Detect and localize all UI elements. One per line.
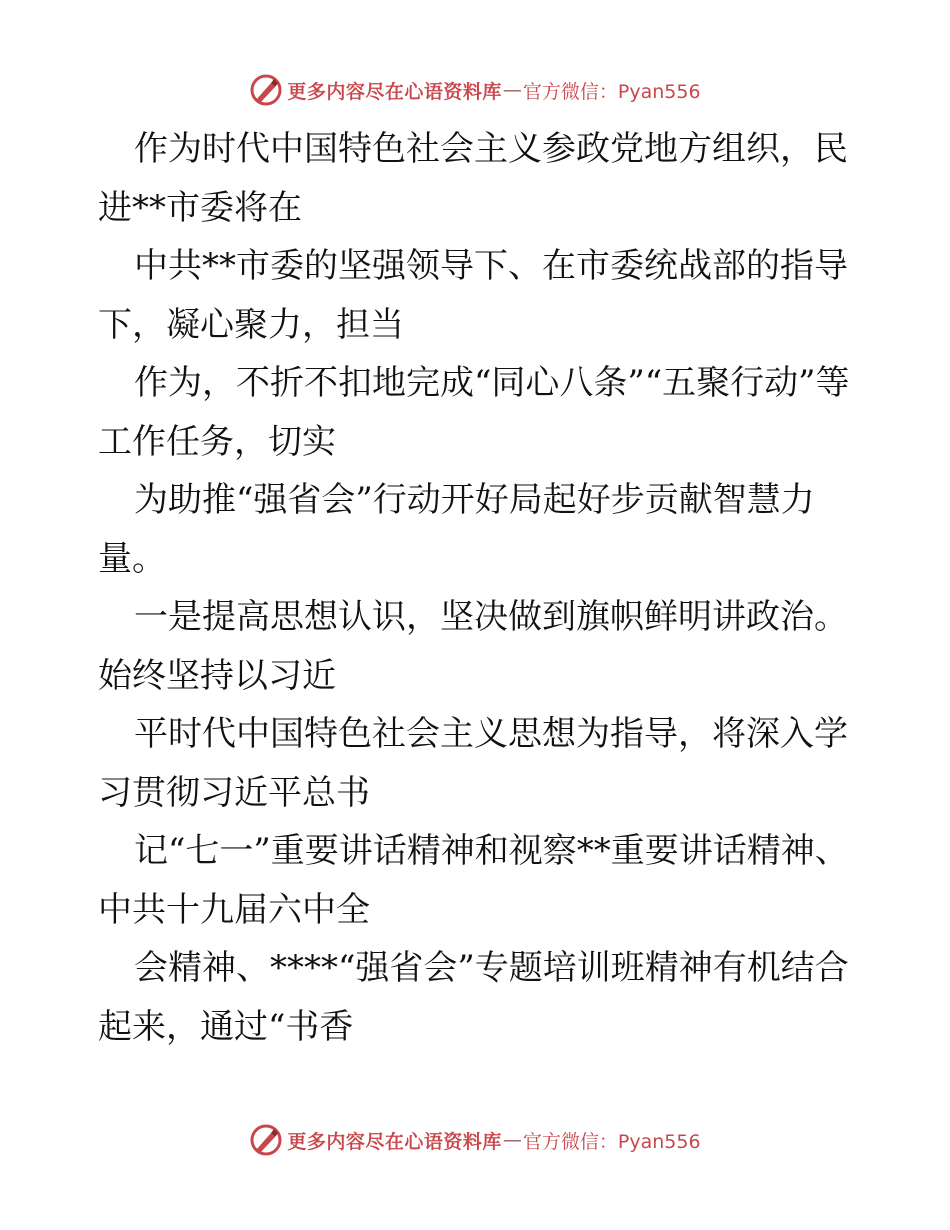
banner-text: 更多内容尽在心语资料库	[287, 80, 502, 103]
pen-logo-icon	[249, 73, 283, 107]
paragraph: 会精神、****“强省会”专题培训班精神有机结合起来，通过“书香	[98, 948, 849, 1047]
footer-banner	[0, 1120, 950, 1160]
paragraph: 为助推“强省会”行动开好局起好步贡献智慧力量。	[98, 480, 815, 579]
paragraph: 中共**市委的坚强领导下、在市委统战部的指导下，凝心聚力，担当	[98, 246, 848, 345]
header-banner	[0, 70, 950, 110]
paragraph: 作为，不折不扣地完成“同心八条”“五聚行动”等工作任务，切实	[98, 363, 850, 462]
banner-dash: —	[502, 1129, 522, 1151]
paragraph: 记“七一”重要讲话精神和视察**重要讲话精神、中共十九届六中全	[98, 831, 849, 930]
paragraph: 平时代中国特色社会主义思想为指导，将深入学习贯彻习近平总书	[98, 714, 848, 813]
banner-text: 更多内容尽在心语资料库	[287, 1130, 502, 1153]
banner-dash: —	[502, 79, 522, 101]
banner-wechat: 官方微信：Pyan556	[522, 1130, 701, 1153]
paragraph: 作为时代中国特色社会主义参政党地方组织，民进**市委将在	[98, 129, 848, 228]
document-body	[98, 120, 858, 1056]
pen-logo-icon	[249, 1123, 283, 1157]
paragraph: 一是提高思想认识，坚决做到旗帜鲜明讲政治。始终坚持以习近	[98, 597, 848, 696]
banner-wechat: 官方微信：Pyan556	[522, 80, 701, 103]
